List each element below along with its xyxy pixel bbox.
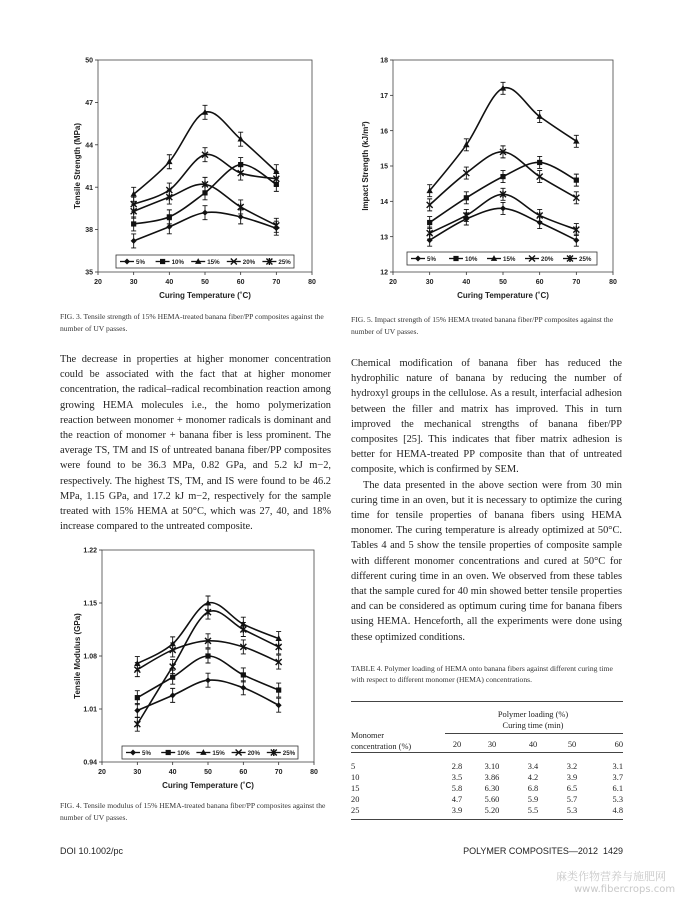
fig5-caption: FIG. 5. Impact strength of 15% HEMA treated banana fiber/PP composites against the number of UV passes. (351, 315, 614, 336)
fig3-y-tick-label: 41 (85, 184, 93, 192)
fig4-x-tick-label: 20 (98, 769, 106, 776)
fig4-legend-label: 5% (142, 750, 151, 757)
fig5-x-tick-label: 50 (499, 279, 507, 286)
fig3-data-point (202, 210, 208, 216)
fig5-data-point (537, 160, 542, 165)
fig3-x-tick-label: 70 (272, 279, 281, 286)
fig4-data-point (240, 626, 246, 633)
fig3-plot-frame (98, 60, 312, 272)
fig4-data-point (170, 675, 175, 680)
table4-row-label: 15 (351, 783, 360, 793)
table4-cell: 4.2 (527, 772, 539, 782)
fig3-series-1 (131, 206, 280, 248)
table4 (351, 738, 623, 820)
fig3-legend-label: 15% (207, 259, 220, 266)
fig4-y-tick-label: 1.01 (83, 706, 97, 714)
table4-cell: 2.8 (451, 761, 463, 771)
watermark-cn: 麻类作物营养与施肥网 (556, 870, 666, 883)
fig4-x-tick-label: 60 (239, 769, 248, 776)
fig5-y-tick-label: 17 (380, 92, 388, 100)
fig3-data-point (167, 214, 172, 219)
fig4-x-tick-label: 30 (133, 769, 142, 776)
table4-cell: 5.20 (484, 805, 500, 815)
fig3-x-tick-label: 80 (308, 279, 316, 286)
fig5-y-tick-label: 15 (380, 163, 388, 171)
table4-cell: 5.3 (566, 805, 578, 815)
table4-row-header-1: Monomer (351, 731, 385, 740)
fig4-data-point (240, 685, 246, 691)
fig4-data-point (205, 653, 210, 658)
fig5-y-axis-label: Impact Strength (kJ/m²) (361, 121, 370, 211)
table4-group-rule (445, 733, 623, 734)
fig4-caption: FIG. 4. Tensile modulus of 15% HEMA-treated banana fiber/PP composites against the number of UV passes. (60, 801, 326, 822)
fig4-legend-label: 20% (247, 750, 260, 757)
fig5-data-point (537, 212, 543, 219)
table4-cell: 6.1 (612, 783, 623, 793)
fig3-legend-label: 25% (278, 259, 291, 266)
footer-doi: DOI 10.1002/pc (60, 846, 124, 856)
right-paragraph-2: The data presented in the above section were from 30 min curing time in an oven, but it is necessary to optimize the curing time for tensile properties of banana fibers using HEMA monomer. The curing temperature is already optimized at 50°C. Tables 4 and 5 show the tensile properties of composite sample with different monomer concentrations and cured at 50°C for different curing time in an oven. We observed from these tables that the sample cured for 40 min showed better tensile properties and can be considered as optimum curing time for banana fibers using HEMA. Henceforth, all the experiments were done using these optimized conditions. (351, 479, 622, 643)
figure-4 (72, 540, 324, 792)
table4-cell: 3.86 (484, 772, 500, 782)
table4-cell: 5.8 (451, 783, 463, 793)
fig3-y-tick-label: 47 (85, 100, 93, 107)
fig4-y-tick-label: 1.15 (83, 600, 97, 608)
table4-cell: 3.2 (566, 761, 578, 771)
table-row (351, 794, 623, 805)
fig4-data-point (276, 643, 282, 650)
fig4-x-tick-label: 40 (168, 769, 177, 776)
fig5-y-tick-label: 18 (380, 57, 388, 65)
table4-cell: 3.10 (484, 761, 500, 771)
table4-cell: 3.4 (527, 761, 539, 771)
table4-col-header: 50 (567, 740, 577, 750)
fig4-y-tick-label: 0.94 (83, 759, 97, 767)
fig4-series-5 (134, 605, 281, 731)
fig4-y-axis-label: Tensile Modulus (GPa) (73, 613, 82, 699)
table4-col-header: 20 (452, 740, 462, 750)
table-row (351, 772, 623, 783)
fig5-y-tick-label: 12 (380, 269, 388, 277)
table4-caption: TABLE 4. Polymer loading of HEMA onto banana fibers against different curing time with respect to different monomer (HEMA) concentrations. (351, 664, 613, 684)
table4-cell: 5.7 (566, 794, 578, 804)
table4-row-label: 5 (351, 761, 356, 771)
fig4-x-axis-label: Curing Temperature (˚C) (162, 781, 254, 790)
fig3-data-point (131, 238, 137, 244)
figure-5 (359, 50, 621, 308)
fig5-legend-label: 25% (579, 256, 592, 263)
fig5-legend-label: 5% (427, 256, 436, 263)
fig3-series-5 (131, 177, 280, 232)
table4-col-header: 60 (614, 740, 623, 750)
fig5-x-tick-label: 80 (609, 279, 617, 286)
table4-cell: 4.8 (612, 805, 623, 815)
fig4-legend-label: 15% (212, 750, 225, 757)
table4-group-header (443, 709, 623, 731)
fig4-x-tick-label: 50 (204, 769, 212, 776)
table-row (351, 783, 623, 794)
fig5-x-tick-label: 20 (389, 279, 397, 286)
table4-cell: 3.1 (612, 761, 623, 771)
table4-cell: 6.30 (484, 783, 500, 793)
table4-col-header-row (351, 738, 623, 752)
fig3-legend-label: 5% (136, 259, 145, 266)
fig5-x-tick-label: 60 (535, 279, 544, 286)
left-body-text (60, 352, 331, 534)
table4-top-rule (351, 701, 623, 702)
table4-cell: 5.3 (612, 794, 623, 804)
fig4-y-tick-label: 1.22 (83, 547, 97, 555)
fig5-x-tick-label: 70 (572, 279, 581, 286)
fig5-y-tick-label: 14 (380, 198, 388, 206)
fig5-y-tick-label: 16 (380, 128, 388, 136)
fig4-x-tick-label: 70 (274, 769, 283, 776)
figure-3 (72, 50, 322, 300)
table4-cell: 6.5 (566, 783, 578, 793)
table4-cell: 6.8 (527, 783, 539, 793)
fig3-x-tick-label: 20 (94, 279, 102, 286)
fig4-series-line (137, 611, 278, 724)
fig4-legend-marker (166, 750, 171, 755)
table-row (351, 761, 623, 772)
table4-group-header-2: Curing time (min) (502, 721, 564, 730)
fig3-data-point (238, 203, 244, 210)
fig5-legend-label: 15% (503, 256, 516, 263)
fig3-data-point (238, 214, 244, 220)
fig5-data-point (464, 195, 469, 200)
footer-journal (440, 846, 623, 856)
fig3-legend-label: 10% (171, 259, 184, 266)
fig4-data-point (170, 692, 176, 698)
fig5-data-point (500, 174, 505, 179)
fig4-data-point (276, 687, 281, 692)
footer-journal-name: POLYMER COMPOSITES—2012 (463, 846, 598, 856)
footer-page-number: 1429 (602, 846, 623, 856)
fig5-legend-marker (453, 256, 458, 261)
fig4-y-tick-label: 1.08 (83, 653, 97, 661)
left-paragraph: The decrease in properties at higher monomer concentration could be associated with the fact that at higher monomer concentration, the radical–radical recombination reaction among growing HEMA molecules i.e., the homo polymerization reaction between monomer + monomer radicals is dominant and the reaction of monomer + banana fiber is less prominent. The average TS, TM and IS of untreated banana fiber/PP composites were found to be 36.3 MPa, 0.82 GPa, and 5.2 kJ m−2, respectively. The highest TS, TM, and IS were found to be 46.2 MPa, 1.15 GPa, and 17.2 kJ m−2, respectively for the sample treated with 15% HEMA at 50°C, which was 27, 40, and 18% increase compared to the untreated composite. (60, 354, 331, 533)
fig5-data-point (427, 220, 432, 225)
fig3-data-point (131, 221, 136, 226)
table4-col-header: 30 (487, 740, 497, 750)
table4-row-label: 20 (351, 794, 360, 804)
fig4-data-point (241, 672, 246, 677)
fig4-x-tick-label: 80 (310, 769, 318, 776)
fig4-data-point (170, 663, 176, 670)
fig3-chart (72, 50, 322, 300)
fig5-legend-label: 10% (465, 256, 478, 263)
fig5-data-point (573, 237, 579, 243)
fig3-x-axis-label: Curing Temperature (˚C) (159, 291, 251, 300)
fig5-data-point (574, 178, 579, 183)
fig5-y-tick-label: 13 (380, 234, 388, 242)
fig3-y-tick-label: 38 (85, 227, 93, 235)
fig5-data-point (463, 212, 469, 219)
fig4-legend-label: 10% (177, 750, 190, 757)
fig3-x-tick-label: 50 (201, 279, 209, 286)
fig3-y-tick-label: 50 (85, 57, 93, 65)
table4-cell: 3.9 (451, 805, 463, 815)
table4-cell: 5.60 (484, 794, 500, 804)
fig4-series-1 (134, 673, 281, 717)
fig3-y-axis-label: Tensile Strength (MPa) (73, 122, 82, 210)
fig4-data-point (205, 609, 211, 616)
table4-cell: 3.9 (566, 772, 578, 782)
fig3-y-tick-label: 35 (85, 269, 93, 277)
table4-row-label: 25 (351, 805, 360, 815)
table-row (351, 805, 623, 816)
table4-cell: 5.5 (527, 805, 539, 815)
fig4-chart (72, 540, 324, 792)
fig5-data-point (427, 230, 433, 237)
fig3-y-tick-label: 44 (85, 142, 93, 150)
fig3-data-point (166, 224, 172, 230)
fig4-legend-label: 25% (282, 750, 296, 757)
fig3-x-tick-label: 40 (165, 279, 174, 286)
fig4-data-point (276, 702, 282, 708)
table4-cell: 3.5 (451, 772, 463, 782)
right-paragraph-1: Chemical modification of banana fiber has reduced the hydrophilic nature of banana by reducing the number of hydroxyl groups in the cellulose. As a result, interfacial adhesion between the filler and matrix has improved. This in turn improved the mechanical strengths of banana fiber/PP composites [25]. This indicates that fiber matrix adhesion is better for HEMA-treated PP composite than that of untreated composite, which is confirmed by SEM. (351, 358, 622, 476)
table4-row-label: 10 (351, 772, 360, 782)
fig5-data-point (573, 138, 579, 144)
table4-cell: 3.7 (612, 772, 623, 782)
table4-group-header-1: Polymer loading (%) (497, 710, 569, 719)
fig5-x-tick-label: 40 (462, 279, 471, 286)
fig3-legend-label: 20% (242, 259, 256, 266)
fig5-x-axis-label: Curing Temperature (˚C) (457, 291, 549, 300)
fig3-x-tick-label: 60 (236, 279, 245, 286)
fig3-data-point (273, 222, 279, 229)
table4-row-header-2: concentration (%) (351, 742, 412, 751)
fig4-data-point (135, 695, 140, 700)
table4-cell: 5.9 (527, 794, 539, 804)
fig4-data-point (205, 677, 211, 683)
fig4-data-point (134, 721, 140, 728)
fig3-legend-marker (160, 259, 165, 264)
fig5-legend-label: 20% (541, 256, 554, 263)
right-body-text (351, 356, 622, 645)
fig5-x-tick-label: 30 (425, 279, 434, 286)
fig3-caption: FIG. 3. Tensile strength of 15% HEMA-treated banana fiber/PP composites against the number of UV passes. (60, 312, 324, 333)
watermark-url: www.fibercrops.com (574, 884, 676, 895)
table4-col-header: 40 (528, 740, 538, 750)
fig5-data-point (500, 205, 506, 211)
fig5-chart (359, 50, 621, 308)
fig4-data-point (134, 708, 140, 714)
table4-cell: 4.7 (451, 794, 463, 804)
fig3-x-tick-label: 30 (129, 279, 138, 286)
